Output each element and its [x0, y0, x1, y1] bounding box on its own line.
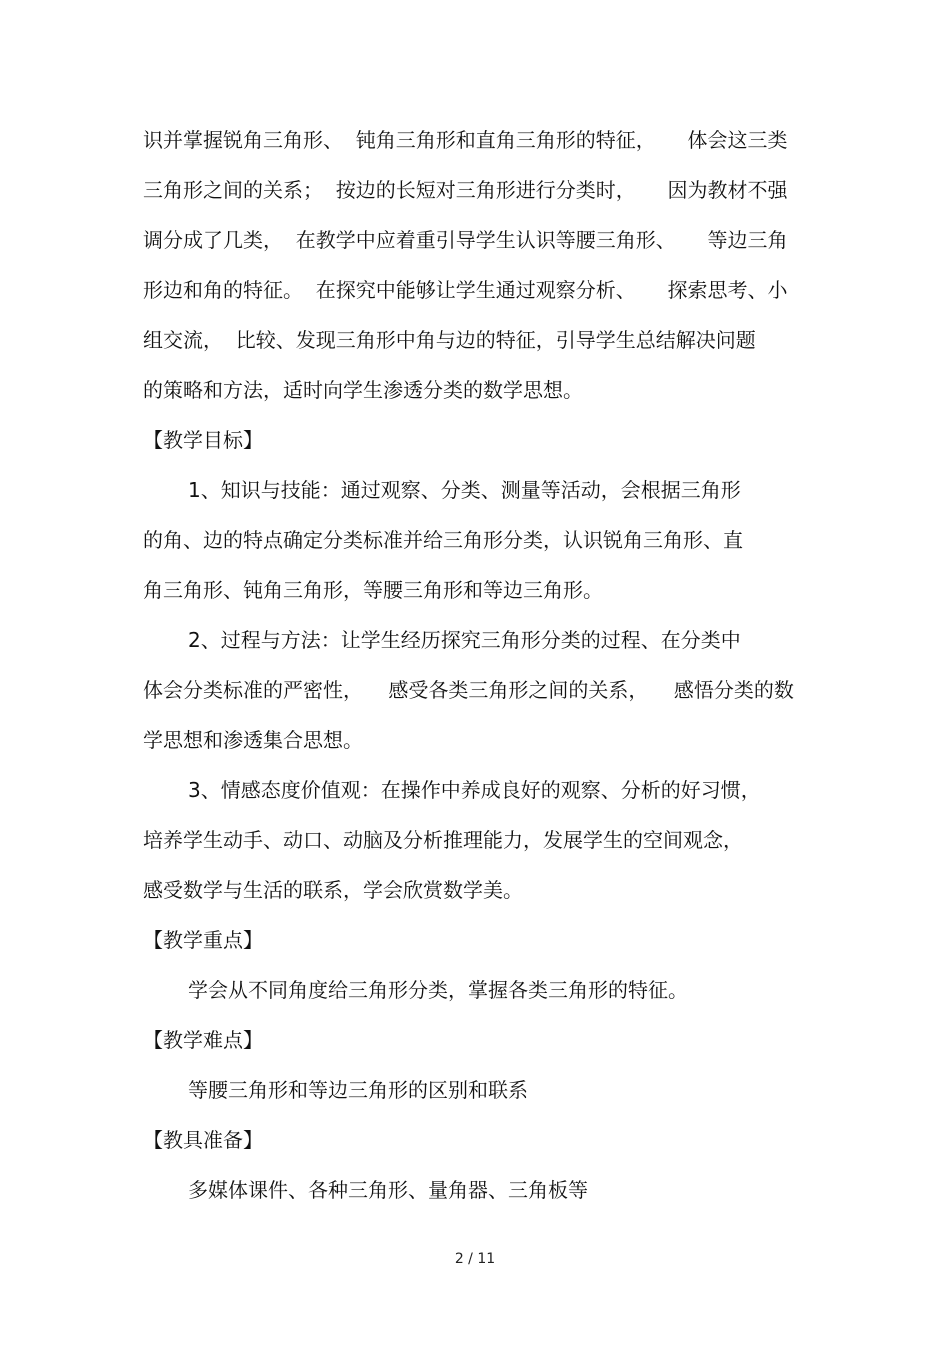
objectives-heading: 【教学目标】: [143, 428, 263, 452]
objective-3-line-1: 3、情感态度价值观：在操作中养成良好的观察、分析的好习惯，: [188, 778, 761, 802]
intro-line-2: 三角形之间的关系； 按边的长短对三角形进行分类时， 因为教材不强: [143, 178, 788, 202]
intro-line-3: 调分成了几类， 在教学中应着重引导学生认识等腰三角形、 等边三角: [143, 228, 788, 252]
objective-2-line-2: 体会分类标准的严密性， 感受各类三角形之间的关系， 感悟分类的数: [143, 678, 794, 702]
objective-2-line-1: 2、过程与方法：让学生经历探究三角形分类的过程、在分类中: [188, 628, 741, 652]
objective-1-line-3: 角三角形、钝角三角形，等腰三角形和等边三角形。: [143, 578, 603, 602]
difficulties-text: 等腰三角形和等边三角形的区别和联系: [188, 1078, 528, 1102]
objective-1-line-1: 1、知识与技能：通过观察、分类、测量等活动，会根据三角形: [188, 478, 741, 502]
objective-2-line-3: 学思想和渗透集合思想。: [143, 728, 363, 752]
intro-line-1: 识并掌握锐角三角形、 钝角三角形和直角三角形的特征， 体会这三类: [143, 128, 788, 152]
key-points-text: 学会从不同角度给三角形分类，掌握各类三角形的特征。: [188, 978, 688, 1002]
materials-text: 多媒体课件、各种三角形、量角器、三角板等: [188, 1178, 588, 1202]
difficulties-heading: 【教学难点】: [143, 1028, 263, 1052]
objective-3-line-3: 感受数学与生活的联系，学会欣赏数学美。: [143, 878, 523, 902]
intro-line-4: 形边和角的特征。 在探究中能够让学生通过观察分析、 探索思考、小: [143, 278, 788, 302]
page-number: 2 / 11: [454, 1251, 496, 1267]
intro-line-6: 的策略和方法，适时向学生渗透分类的数学思想。: [143, 378, 583, 402]
objective-1-line-2: 的角、边的特点确定分类标准并给三角形分类，认识锐角三角形、直: [143, 528, 743, 552]
key-points-heading: 【教学重点】: [143, 928, 263, 952]
objective-3-line-2: 培养学生动手、动口、动脑及分析推理能力，发展学生的空间观念，: [143, 828, 743, 852]
intro-line-5: 组交流， 比较、发现三角形中角与边的特征，引导学生总结解决问题: [143, 328, 756, 352]
materials-heading: 【教具准备】: [143, 1128, 263, 1152]
